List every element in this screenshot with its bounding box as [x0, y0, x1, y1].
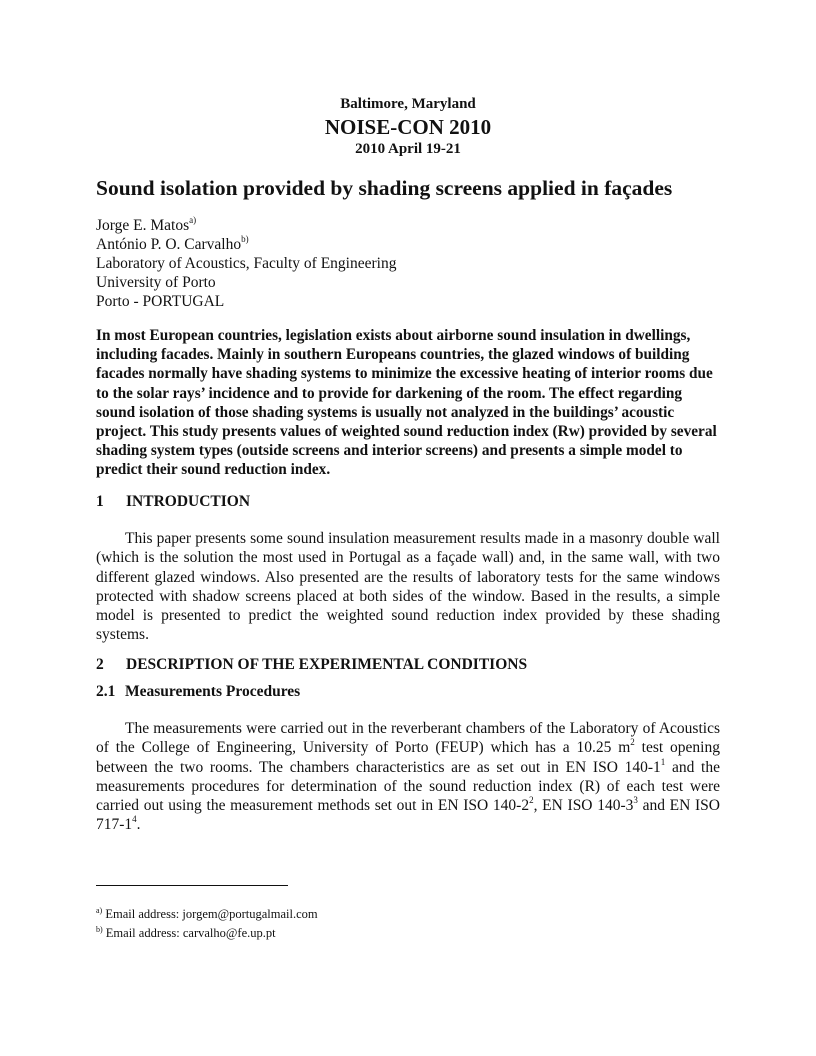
citation-ref: 4	[132, 814, 137, 825]
paragraph-text: and the measurements procedures for determination of the sound reduction index (R) of each test were carried out using the measurement methods set out in EN ISO 140-2	[96, 758, 720, 815]
paragraph-text: and EN ISO 717-1	[96, 797, 720, 834]
conference-location: Baltimore, Maryland	[340, 96, 476, 112]
citation-ref: 2	[529, 795, 534, 806]
paragraph-text: The measurements were carried out in the reverberant chambers of the Laboratory of Acoustics of the College of Engineering, University of Porto (FEUP) which has a 10.25 m	[96, 720, 720, 757]
footnote-divider	[96, 885, 288, 886]
footnote-a	[96, 907, 318, 922]
author-name: António P. O. Carvalho	[96, 236, 242, 253]
footnote-mark: b)	[96, 925, 103, 934]
author-name: Jorge E. Matos	[96, 217, 190, 234]
footnote-text: Email address: jorgem@portugalmail.com	[102, 907, 318, 921]
section-title: INTRODUCTION	[126, 493, 251, 510]
superscript: 2	[630, 737, 635, 748]
affiliation-university: University of Porto	[96, 274, 216, 291]
subsection-heading-measurements	[96, 683, 300, 701]
abstract: In most European countries, legislation exists about airborne sound insulation in dwellings, including facades. Mainly in southern Europeans countries, the glazed windows of building facades normally have shading systems to minimize the excessive heating of interior rooms due to the solar rays’ incidence and to provide for darkening of the room. The effect regarding sound isolation of those shading systems is usually not analyzed in the buildings’ acoustic project. This study presents values of weighted sound reduction index (Rw) provided by several shading system types (outside screens and interior screens) and presents a simple model to predict their sound reduction index.	[96, 327, 717, 479]
section-title: DESCRIPTION OF THE EXPERIMENTAL CONDITIONS	[126, 656, 528, 673]
section-number: 2.1	[96, 683, 116, 700]
paragraph-text: test opening between the two rooms. The chambers characteristics are as set out in EN ISO 140-1	[96, 739, 720, 776]
author-mark: b)	[241, 234, 249, 244]
section-heading-introduction	[96, 493, 250, 511]
paragraph-text: , EN ISO 140-3	[533, 797, 634, 815]
footnote-text: Email address: carvalho@fe.up.pt	[102, 926, 276, 940]
conference-name: NOISE-CON 2010	[324, 115, 492, 139]
footnote-mark: a)	[96, 906, 103, 915]
section-number: 1	[96, 493, 104, 510]
paragraph-text: .	[136, 816, 141, 834]
footnote-b	[96, 926, 276, 941]
measurements-paragraph	[96, 719, 720, 835]
section-title: Measurements Procedures	[125, 683, 301, 700]
citation-ref: 3	[633, 795, 638, 806]
section-number: 2	[96, 656, 104, 673]
conference-dates: 2010 April 19-21	[355, 141, 461, 157]
paper-title: Sound isolation provided by shading screens applied in façades	[96, 176, 673, 200]
introduction-paragraph: This paper presents some sound insulation measurement results made in a masonry double wall (which is the solution the most used in Portugal as a façade wall) and, in the same wall, with two different glazed windows. Also presented are the results of laboratory tests for the same windows protected with shadow screens placed at both sides of the window. Based in the results, a simple model is presented to predict the weighted sound reduction index provided by these shading systems.	[96, 530, 720, 644]
affiliation-lab: Laboratory of Acoustics, Faculty of Engineering	[96, 255, 397, 272]
section-heading-experimental	[96, 656, 527, 674]
author-1	[96, 216, 396, 235]
author-block	[96, 216, 396, 311]
affiliation-city: Porto - PORTUGAL	[96, 293, 225, 310]
author-mark: a)	[189, 215, 197, 225]
citation-ref: 1	[660, 756, 666, 767]
author-2	[96, 235, 396, 254]
